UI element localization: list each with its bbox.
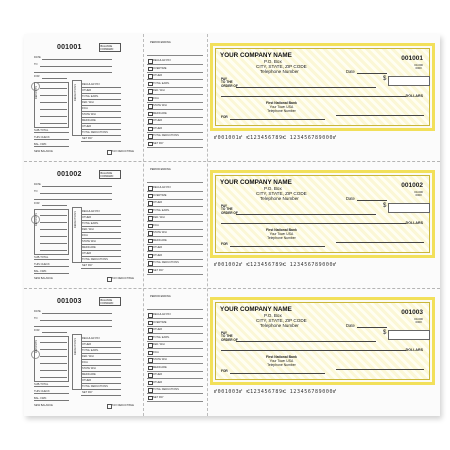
ledger-row-label: STATE W/H: [153, 358, 167, 361]
deductions-label: DEDUCTIONS: [74, 211, 77, 229]
ledger-checkbox[interactable]: [148, 321, 153, 326]
stub-row-label: FICA: [82, 361, 88, 364]
deductions-label: DEDUCTIONS: [74, 338, 77, 356]
ledger-row-label: TOTAL EARN.: [153, 335, 170, 339]
ledger-row-label: REGULAR PAY: [153, 313, 172, 316]
check-sheet: [24, 34, 440, 416]
ledger-row-label: FICA: [153, 350, 159, 354]
ledger-checkbox[interactable]: [148, 104, 153, 109]
this-check-label: THIS CHECK: [34, 263, 50, 266]
ledger-head: PERIOD ENDING: [150, 168, 171, 171]
stub-row-label: NET PAY: [82, 264, 93, 267]
check-form: [210, 43, 435, 131]
ledger-row-label: FED. W/H: [153, 216, 165, 219]
stub-check-number: 001002: [57, 171, 82, 178]
ledger-row-label: OTHER: [153, 253, 163, 257]
ledger-checkbox[interactable]: [148, 246, 153, 251]
stub-row-label: OTHER: [82, 252, 92, 255]
stub-row-label: FED. W/H: [82, 228, 94, 231]
check-number: 001003: [401, 309, 423, 316]
company-phone: Telephone Number: [260, 196, 299, 201]
payroll-ledger: [145, 168, 205, 282]
check-stub: [32, 42, 142, 156]
amount-field[interactable]: [388, 203, 430, 213]
check-form: [210, 170, 435, 258]
stub-row-label: REGULAR PAY: [82, 337, 101, 340]
ledger-checkbox[interactable]: [148, 381, 153, 386]
signature-line[interactable]: [336, 242, 424, 243]
amount-words-field[interactable]: [221, 96, 406, 97]
amount-words-field[interactable]: [221, 350, 406, 351]
ledger-row-label: TOTAL EARN.: [153, 208, 170, 212]
micr-line: ⑈001003⑈ ⑆123456789⑆ 123456789000⑈: [214, 389, 337, 395]
ledger-row-label: MEDICARE: [153, 111, 167, 115]
amount-field[interactable]: [388, 330, 430, 340]
ledger-checkbox[interactable]: [148, 396, 153, 401]
pay-to-label: PAY TO THE ORDER OF: [221, 331, 238, 342]
signature-line[interactable]: [336, 369, 424, 370]
ledger-checkbox[interactable]: [148, 186, 153, 191]
stub-to-label: TO: [34, 190, 38, 193]
ledger-row-label: OTHER: [153, 119, 163, 122]
company-city: CITY, STATE, ZIP CODE: [256, 191, 307, 196]
check-band: [24, 38, 440, 159]
bal-fwd-label: BAL. FWD.: [34, 143, 47, 146]
payee-field[interactable]: [236, 87, 376, 88]
stub-date-label: DATE: [34, 310, 41, 313]
ledger-checkbox[interactable]: [148, 97, 153, 102]
micr-line: ⑈001001⑈ ⑆123456789⑆ 123456789000⑈: [214, 135, 337, 141]
dollar-sign: $: [383, 330, 387, 336]
ledger-row-label: OTHER: [153, 201, 163, 204]
stub-row-label: TOTAL EARN.: [82, 222, 99, 225]
stub-row-label: MEDICARE: [82, 373, 96, 376]
date-label: Date: [346, 323, 355, 328]
check-stub: [32, 169, 142, 283]
payroll-ledger: [145, 295, 205, 409]
memo-field[interactable]: [230, 119, 325, 120]
deposits-label: DEPOSITS: [35, 86, 38, 100]
stub-row-label: OTHER: [82, 379, 92, 382]
ledger-checkbox[interactable]: [148, 67, 153, 72]
routing-fraction: 00-000 0000: [414, 63, 423, 71]
sub-total-label: SUB-TOTAL: [34, 256, 49, 259]
stub-row-label: TOTAL EARN.: [82, 95, 99, 98]
balance-forward-box: BALANCE FORWARD: [99, 170, 121, 179]
ledger-checkbox[interactable]: [148, 343, 153, 348]
ledger-checkbox[interactable]: [148, 336, 153, 341]
ledger-checkbox[interactable]: [148, 254, 153, 259]
date-label: Date: [346, 196, 355, 201]
ledger-row-label: OVERTIME: [153, 320, 167, 324]
ledger-head: PERIOD ENDING: [150, 295, 171, 298]
deposits-label: DEPOSITS: [35, 213, 38, 227]
check-band: [24, 165, 440, 286]
routing-fraction: 00-000 0000: [414, 190, 423, 198]
bal-fwd-label: BAL. FWD.: [34, 397, 47, 400]
stub-row-label: OTHER: [82, 125, 92, 128]
memo-label: FOR: [221, 242, 228, 246]
ledger-row-label: STATE W/H: [153, 231, 167, 234]
ledger-checkbox[interactable]: [148, 366, 153, 371]
amount-words-field[interactable]: [221, 223, 406, 224]
stub-row-label: TOTAL DEDUCTIONS: [82, 131, 108, 134]
horizontal-perforation: [24, 161, 440, 162]
stub-check-number: 001003: [57, 298, 82, 305]
stub-date-label: DATE: [34, 56, 41, 59]
ledger-checkbox[interactable]: [148, 209, 153, 214]
ledger-checkbox[interactable]: [148, 231, 153, 236]
ledger-row-label: TOTAL DEDUCTIONS: [153, 388, 179, 391]
sub-total-label: SUB-TOTAL: [34, 383, 49, 386]
horizontal-perforation: [24, 288, 440, 289]
stub-row-label: TOTAL DEDUCTIONS: [82, 385, 108, 388]
pay-to-label: PAY TO THE ORDER OF: [221, 204, 238, 215]
company-name: YOUR COMPANY NAME: [220, 179, 292, 186]
this-check-label: THIS CHECK: [34, 136, 50, 139]
ledger-checkbox[interactable]: [148, 89, 153, 94]
ledger-checkbox[interactable]: [148, 351, 153, 356]
ledger-row-label: OVERTIME: [153, 66, 167, 70]
payee-field[interactable]: [236, 341, 376, 342]
dollars-label: DOLLARS: [405, 94, 423, 98]
stub-row-label: OTHER: [82, 216, 92, 219]
stub-check-number: 001001: [57, 44, 82, 51]
ledger-row-label: NET PAY: [153, 268, 164, 272]
company-phone: Telephone Number: [260, 69, 299, 74]
ledger-checkbox[interactable]: [148, 261, 153, 266]
ledger-checkbox[interactable]: [148, 239, 153, 244]
stub-to-label: TO: [34, 63, 38, 66]
ledger-checkbox[interactable]: [148, 82, 153, 87]
this-check-label: THIS CHECK: [34, 390, 50, 393]
ledger-row-label: OTHER: [153, 74, 163, 77]
check-stub: [32, 296, 142, 410]
bank-info: First National Bank Your Town USA Telephone Number: [266, 101, 297, 113]
stub-row-label: FED. W/H: [82, 101, 94, 104]
ledger-checkbox[interactable]: [148, 313, 153, 318]
stub-row-label: FICA: [82, 234, 88, 237]
company-city: CITY, STATE, ZIP CODE: [256, 64, 307, 69]
sub-total-label: SUB-TOTAL: [34, 129, 49, 132]
dollar-sign: $: [383, 76, 387, 82]
stub-row-label: OTHER: [82, 343, 92, 346]
stub-row-label: STATE W/H: [82, 240, 96, 243]
ledger-row-label: FICA: [153, 223, 159, 227]
micr-line: ⑈001002⑈ ⑆123456789⑆ 123456789000⑈: [214, 262, 337, 268]
bal-fwd-label: BAL. FWD.: [34, 270, 47, 273]
ledger-checkbox[interactable]: [148, 201, 153, 206]
stub-row-label: TOTAL EARN.: [82, 349, 99, 352]
tax-deductible-label: TAX DEDUCTIBLE: [112, 404, 135, 407]
stub-row-label: MEDICARE: [82, 119, 96, 122]
ledger-row-label: REGULAR PAY: [153, 186, 172, 189]
signature-line[interactable]: [336, 115, 424, 116]
routing-fraction: 00-000 0000: [414, 317, 423, 325]
stub-row-label: OTHER: [82, 89, 92, 92]
payee-field[interactable]: [236, 214, 376, 215]
ledger-row-label: FED. W/H: [153, 89, 165, 92]
stub-row-label: NET PAY: [82, 391, 93, 394]
ledger-checkbox[interactable]: [148, 269, 153, 274]
company-name: YOUR COMPANY NAME: [220, 52, 292, 59]
bank-info: First National Bank Your Town USA Telephone Number: [266, 228, 297, 240]
ledger-checkbox[interactable]: [148, 328, 153, 333]
deductions-label: DEDUCTIONS: [74, 84, 77, 102]
stub-row-label: TOTAL DEDUCTIONS: [82, 258, 108, 261]
date-field[interactable]: [357, 200, 387, 201]
ledger-checkbox[interactable]: [148, 74, 153, 79]
ledger-checkbox[interactable]: [148, 216, 153, 221]
ledger-checkbox[interactable]: [148, 119, 153, 124]
ledger-checkbox[interactable]: [148, 59, 153, 64]
ledger-row-label: REGULAR PAY: [153, 59, 172, 62]
stub-row-label: FICA: [82, 107, 88, 110]
stub-row-label: STATE W/H: [82, 367, 96, 370]
memo-field[interactable]: [230, 373, 325, 374]
ledger-checkbox[interactable]: [148, 224, 153, 229]
ledger-checkbox[interactable]: [148, 134, 153, 139]
payroll-ledger: [145, 41, 205, 155]
dollars-label: DOLLARS: [405, 348, 423, 352]
company-name: YOUR COMPANY NAME: [220, 306, 292, 313]
company-po-box: P.O. Box: [264, 313, 282, 318]
date-field[interactable]: [357, 73, 387, 74]
ledger-row-label: OTHER: [153, 380, 163, 384]
ledger-row-label: OVERTIME: [153, 193, 167, 197]
memo-label: FOR: [221, 115, 228, 119]
bank-info: First National Bank Your Town USA Telephone Number: [266, 355, 297, 367]
ledger-checkbox[interactable]: [148, 142, 153, 147]
date-label: Date: [346, 69, 355, 74]
deposits-label: DEPOSITS: [35, 340, 38, 354]
check-band: [24, 292, 440, 413]
memo-label: FOR: [221, 369, 228, 373]
stub-row-label: NET PAY: [82, 137, 93, 140]
ledger-checkbox[interactable]: [148, 112, 153, 117]
ledger-row-label: MEDICARE: [153, 365, 167, 369]
ledger-checkbox[interactable]: [148, 194, 153, 199]
dollars-label: DOLLARS: [405, 221, 423, 225]
ledger-row-label: OTHER: [153, 328, 163, 331]
new-balance-label: NEW BALANCE: [34, 150, 53, 153]
pay-to-label: PAY TO THE ORDER OF: [221, 77, 238, 88]
stub-row-label: STATE W/H: [82, 113, 96, 116]
date-field[interactable]: [357, 327, 387, 328]
tax-deductible-label: TAX DEDUCTIBLE: [112, 277, 135, 280]
check-form: [210, 297, 435, 385]
check-number: 001001: [401, 55, 423, 62]
new-balance-label: NEW BALANCE: [34, 277, 53, 280]
memo-field[interactable]: [230, 246, 325, 247]
ledger-checkbox[interactable]: [148, 358, 153, 363]
stub-for-label: FOR: [34, 202, 40, 205]
ledger-checkbox[interactable]: [148, 373, 153, 378]
ledger-row-label: FED. W/H: [153, 343, 165, 346]
ledger-row-label: TOTAL EARN.: [153, 81, 170, 85]
ledger-row-label: OTHER: [153, 373, 163, 376]
company-phone: Telephone Number: [260, 323, 299, 328]
ledger-row-label: FICA: [153, 96, 159, 100]
ledger-row-label: STATE W/H: [153, 104, 167, 107]
check-number: 001002: [401, 182, 423, 189]
company-city: CITY, STATE, ZIP CODE: [256, 318, 307, 323]
ledger-row-label: TOTAL DEDUCTIONS: [153, 134, 179, 137]
company-po-box: P.O. Box: [264, 59, 282, 64]
stub-row-label: REGULAR PAY: [82, 210, 101, 213]
ledger-checkbox[interactable]: [148, 127, 153, 132]
stub-to-label: TO: [34, 317, 38, 320]
new-balance-label: NEW BALANCE: [34, 404, 53, 407]
stub-for-label: FOR: [34, 75, 40, 78]
ledger-checkbox[interactable]: [148, 388, 153, 393]
ledger-row-label: NET PAY: [153, 141, 164, 145]
ledger-row-label: TOTAL DEDUCTIONS: [153, 261, 179, 264]
stub-row-label: REGULAR PAY: [82, 83, 101, 86]
stub-row-label: FED. W/H: [82, 355, 94, 358]
dollar-sign: $: [383, 203, 387, 209]
ledger-row-label: OTHER: [153, 126, 163, 130]
stub-date-label: DATE: [34, 183, 41, 186]
amount-field[interactable]: [388, 76, 430, 86]
ledger-row-label: MEDICARE: [153, 238, 167, 242]
ledger-head: PERIOD ENDING: [150, 41, 171, 44]
balance-forward-box: BALANCE FORWARD: [99, 43, 121, 52]
stub-row-label: MEDICARE: [82, 246, 96, 249]
ledger-row-label: OTHER: [153, 246, 163, 249]
tax-deductible-label: TAX DEDUCTIBLE: [112, 150, 135, 153]
stub-for-label: FOR: [34, 329, 40, 332]
balance-forward-box: BALANCE FORWARD: [99, 297, 121, 306]
company-po-box: P.O. Box: [264, 186, 282, 191]
ledger-row-label: NET PAY: [153, 395, 164, 399]
